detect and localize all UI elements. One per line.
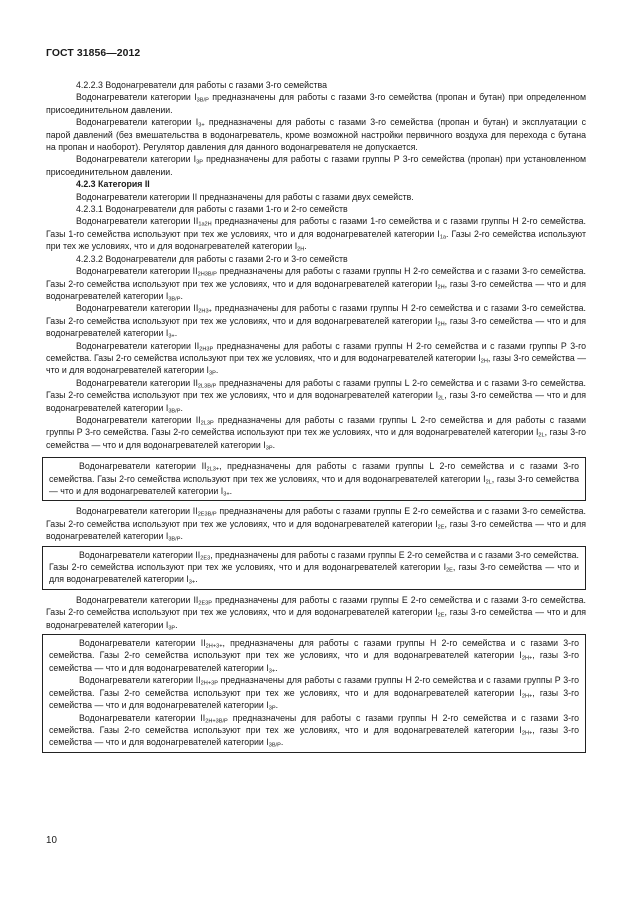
subscript-index: 3B/P: [168, 296, 181, 303]
subscript-index: 2L3B/P: [197, 383, 217, 390]
text-run: .: [174, 328, 178, 339]
text-run: Водонагреватели категории II: [76, 594, 199, 605]
subscript-index: 3+: [168, 333, 175, 340]
subscript-index: 2H+: [521, 693, 533, 700]
subscript-index: 3+: [223, 491, 230, 498]
text-run: предназначены для работы с газами группы L 2-го семейства и с газами 3-го семейства. Газы 2-го семейства используют при тех же условиях, что и для водонагревателей категории I: [46, 377, 586, 401]
text-run: , предназначены для работы с газами группы Н 2-го семейства и с газами 3-го семейства. Газы 2-го семейства используют при тех же условиях, что и для водонагревателей категории I: [49, 638, 579, 661]
text-run: , газы 3-го семейства — что и для водонагревателей категории I: [46, 390, 586, 413]
text-run: предназначены для работы с газами группы Р 3-го семейства (пропан) при установленном присоединительном давлении.: [46, 154, 587, 177]
subscript-index: 3B/P: [168, 408, 181, 415]
subscript-index: 2H: [297, 246, 305, 253]
text-run: предназначены для работы с газами группы Е 2-го семейства и с газами 3-го семейства. Газы 2-го семейства используют при тех же условиях, что и для водонагревателей категории I: [46, 506, 587, 529]
text-run: 4.2.3 Категория II: [76, 179, 150, 190]
paragraph: [49, 674, 579, 711]
subscript-index: 3P: [268, 705, 276, 712]
text-run: , газы 3-го семейства — что и для водонагревателей категории I: [49, 687, 579, 711]
text-run: .: [280, 737, 284, 748]
subscript-index: 2E3P: [198, 600, 213, 607]
text-run: 4.2.3.2 Водонагреватели для работы с газами 2-го и 3-го семейств: [76, 253, 348, 264]
text-run: Водонагреватели категории II: [76, 266, 198, 277]
text-run: .: [275, 662, 278, 673]
text-run: предназначены для работы с газами группы Е 2-го семейства и с газами 3-го семейства. Газы 2-го семейства используют при тех же условиях, что и для водонагревателей категории I: [46, 594, 586, 618]
subscript-index: 3B/P: [168, 536, 181, 543]
text-run: , предназначены для работы с газами группы L 2-го семейства и с газами 3-го семейства. Газы 2-го семейства используют при тех же условиях, что и для водонагревателей категории I: [49, 461, 579, 484]
subscript-index: 3P: [209, 370, 216, 377]
text-run: , газы 3-го семейства — что и для водонагревателей категории I: [49, 473, 579, 496]
paragraph: [46, 191, 586, 203]
text-run: .: [180, 531, 183, 542]
document-header: ГОСТ 31856—2012: [46, 48, 141, 59]
text-run: .: [180, 290, 183, 301]
document-body: [46, 79, 586, 757]
subscript-index: 2E: [437, 524, 445, 531]
subscript-index: 3+: [268, 668, 276, 675]
paragraph: [49, 460, 579, 497]
subscript-index: 2H+3+: [205, 643, 223, 650]
text-run: , газы 3-го семейства — что и для водонагревателей категории I: [46, 518, 586, 542]
paragraph: [46, 253, 586, 265]
text-run: 4.2.2.3 Водонагреватели для работы с газами 3-го семейства: [76, 80, 327, 90]
subscript-index: 2H: [480, 358, 488, 365]
subscript-index: 2H+3B/P: [205, 718, 228, 725]
text-run: , газы 3-го семейства — что и для водонагревателей категории I: [46, 427, 586, 450]
text-run: Водонагреватели категории II: [79, 638, 206, 649]
subscript-index: 2H+: [521, 730, 533, 737]
text-run: Водонагреватели категории II: [79, 712, 206, 723]
subscript-index: 3+: [188, 580, 196, 587]
text-run: , газы 3-го семейства — что и для водонагревателей категории I: [46, 607, 586, 630]
text-run: , газы 3-го семейства — что и для водонагревателей категории I: [49, 562, 579, 585]
text-run: , газы 3-го семейства — что и для водонагревателей категории I: [49, 724, 579, 748]
text-run: предназначены для работы с газами 3-го семейства (пропан и бутан) при определенном присоединительном давлении.: [46, 92, 586, 115]
subscript-index: 2L3+: [206, 466, 220, 473]
boxed-amendment: [42, 634, 586, 753]
paragraph: [46, 594, 586, 631]
text-run: , предназначены для работы с газами группы Е 2-го семейства и с газами 3-го семейства. Газы 2-го семейства используют при тех же условиях, что и для водонагревателей категории I: [49, 549, 579, 573]
text-run: предназначены для работы с газами группы Н 2-го семейства и с газами 3-го семейства. Газы 2-го семейства используют при тех же условиях, что и для водонагревателей категории I: [46, 303, 586, 326]
paragraph: [46, 377, 586, 414]
subscript-index: 2E: [446, 567, 453, 574]
text-run: .: [195, 574, 198, 585]
boxed-amendment: [42, 457, 586, 501]
subscript-index: 2L: [438, 395, 445, 402]
subscript-index: 2E3B/P: [197, 512, 217, 518]
text-run: Водонагреватели категории II: [76, 216, 199, 227]
text-run: Водонагреватели категории II: [76, 414, 201, 425]
text-run: , газы 3-го семейства — что и для водонагревателей категории I: [46, 315, 586, 339]
text-run: предназначены для работы с газами группы Н 2-го семейства и с газами группы Р 3-го семейства. Газы 2-го семейства используют при тех же условиях, что и для водонагревателей категории I: [49, 675, 580, 698]
paragraph: [49, 712, 579, 749]
text-run: предназначены для работы с газами 3-го семейства (пропан и бутан) и эксплуатации с парой давлений (без вмешательства в водонагреватель, кроме возможной настройки первичного воздуха для перехода с бутана на пропан и наоборот). Регулятор давления для данного водонагревателя не допускается.: [46, 117, 586, 153]
text-run: Водонагреватели категории II: [76, 377, 198, 388]
text-run: .: [175, 619, 178, 630]
paragraph: [46, 153, 586, 178]
subscript-index: 1a2H: [198, 222, 212, 229]
subscript-index: 2L: [538, 432, 545, 439]
subscript-index: 3B/P: [196, 98, 209, 104]
text-run: Водонагреватели категории II: [79, 549, 201, 560]
paragraph: [46, 79, 586, 91]
subscript-index: 2H+: [521, 656, 533, 663]
text-run: 4.2.3.1 Водонагреватели для работы с газами 1-го и 2-го семейств: [76, 204, 348, 215]
boxed-amendment: [42, 546, 586, 590]
text-run: , газы 3-го семейства — что и для водонагревателей категории I: [46, 278, 586, 301]
text-run: .: [304, 241, 307, 252]
subscript-index: 2L: [485, 479, 492, 486]
page-number: 10: [46, 835, 57, 846]
paragraph: [46, 91, 586, 116]
text-run: Водонагреватели категории II: [76, 340, 200, 351]
paragraph: [46, 178, 586, 190]
text-run: предназначены для работы с газами группы Н 2-го семейства и с газами 3-го семейства. Газы 2-го семейства используют при тех же условиях, что и для водонагревателей категории I: [49, 712, 579, 735]
subscript-index: 3P: [196, 160, 203, 167]
subscript-index: 3P: [265, 445, 273, 452]
paragraph: [46, 203, 586, 215]
paragraph: [46, 215, 586, 252]
text-run: .: [229, 486, 233, 496]
text-run: предназначены для работы с газами группы L 2-го семейства и для работы с газами группы Р 3-го семейства. Газы 2-го семейства используют при тех же условиях, что и для водонагревателей категории I: [46, 414, 587, 438]
text-run: Водонагреватели категории II: [79, 461, 207, 472]
paragraph: [46, 265, 586, 302]
text-run: .: [275, 700, 279, 711]
text-run: Водонагреватели категории II: [79, 675, 201, 686]
paragraph: [46, 116, 586, 153]
text-run: , газы 3-го семейства — что и для водонагревателей категории I: [46, 352, 587, 376]
text-run: предназначены для работы с газами 1-го семейства и с газами группы Н 2-го семейства. Газы 1-го семейства используют при тех же условиях, что и для водонагревателей категории I: [46, 216, 587, 239]
subscript-index: 3P: [168, 625, 176, 632]
text-run: Водонагреватели категории I: [76, 154, 197, 165]
paragraph: [46, 414, 586, 451]
paragraph: [46, 302, 586, 339]
subscript-index: 2H3+: [198, 308, 212, 315]
text-run: .: [272, 439, 276, 450]
text-run: .: [180, 402, 183, 413]
subscript-index: 2H+3P: [200, 680, 218, 687]
text-run: .: [215, 365, 219, 376]
paragraph: [46, 340, 586, 377]
text-run: Водонагреватели категории I: [76, 117, 199, 128]
text-run: Водонагреватели категории I: [76, 92, 197, 103]
subscript-index: 3B/P: [268, 742, 281, 749]
text-run: Водонагреватели категории II: [76, 303, 199, 314]
text-run: Водонагреватели категории II предназначены для работы с газами двух семейств.: [76, 191, 414, 202]
text-run: , газы 3-го семейства — что и для водонагревателей категории I: [49, 650, 579, 673]
subscript-index: 2H: [437, 284, 445, 291]
subscript-index: 3+: [198, 122, 205, 129]
text-run: . Газы 2-го семейства используют при тех же условиях, что и для водонагревателей категории I: [46, 228, 586, 252]
subscript-index: 2H3B/P: [197, 271, 217, 278]
subscript-index: 2E: [437, 612, 445, 619]
paragraph: [46, 505, 586, 542]
subscript-index: 1a: [439, 234, 447, 241]
text-run: предназначены для работы с газами группы Н 2-го семейства и с газами группы Р 3-го семейства. Газы 2-го семейства используют при тех же условиях, что и для водонагревателей категории I: [46, 340, 587, 363]
paragraph: [49, 637, 579, 674]
text-run: Водонагреватели категории II: [76, 506, 198, 517]
text-run: предназначены для работы с газами группы Н 2-го семейства и с газами 3-го семейства. Газы 2-го семейства используют при тех же условиях, что и для водонагревателей категории I: [46, 266, 586, 289]
subscript-index: 2L3P: [200, 420, 214, 427]
paragraph: [49, 549, 579, 586]
subscript-index: 2H: [437, 321, 445, 328]
subscript-index: 2E3: [200, 555, 211, 562]
subscript-index: 2H3P: [199, 346, 214, 353]
